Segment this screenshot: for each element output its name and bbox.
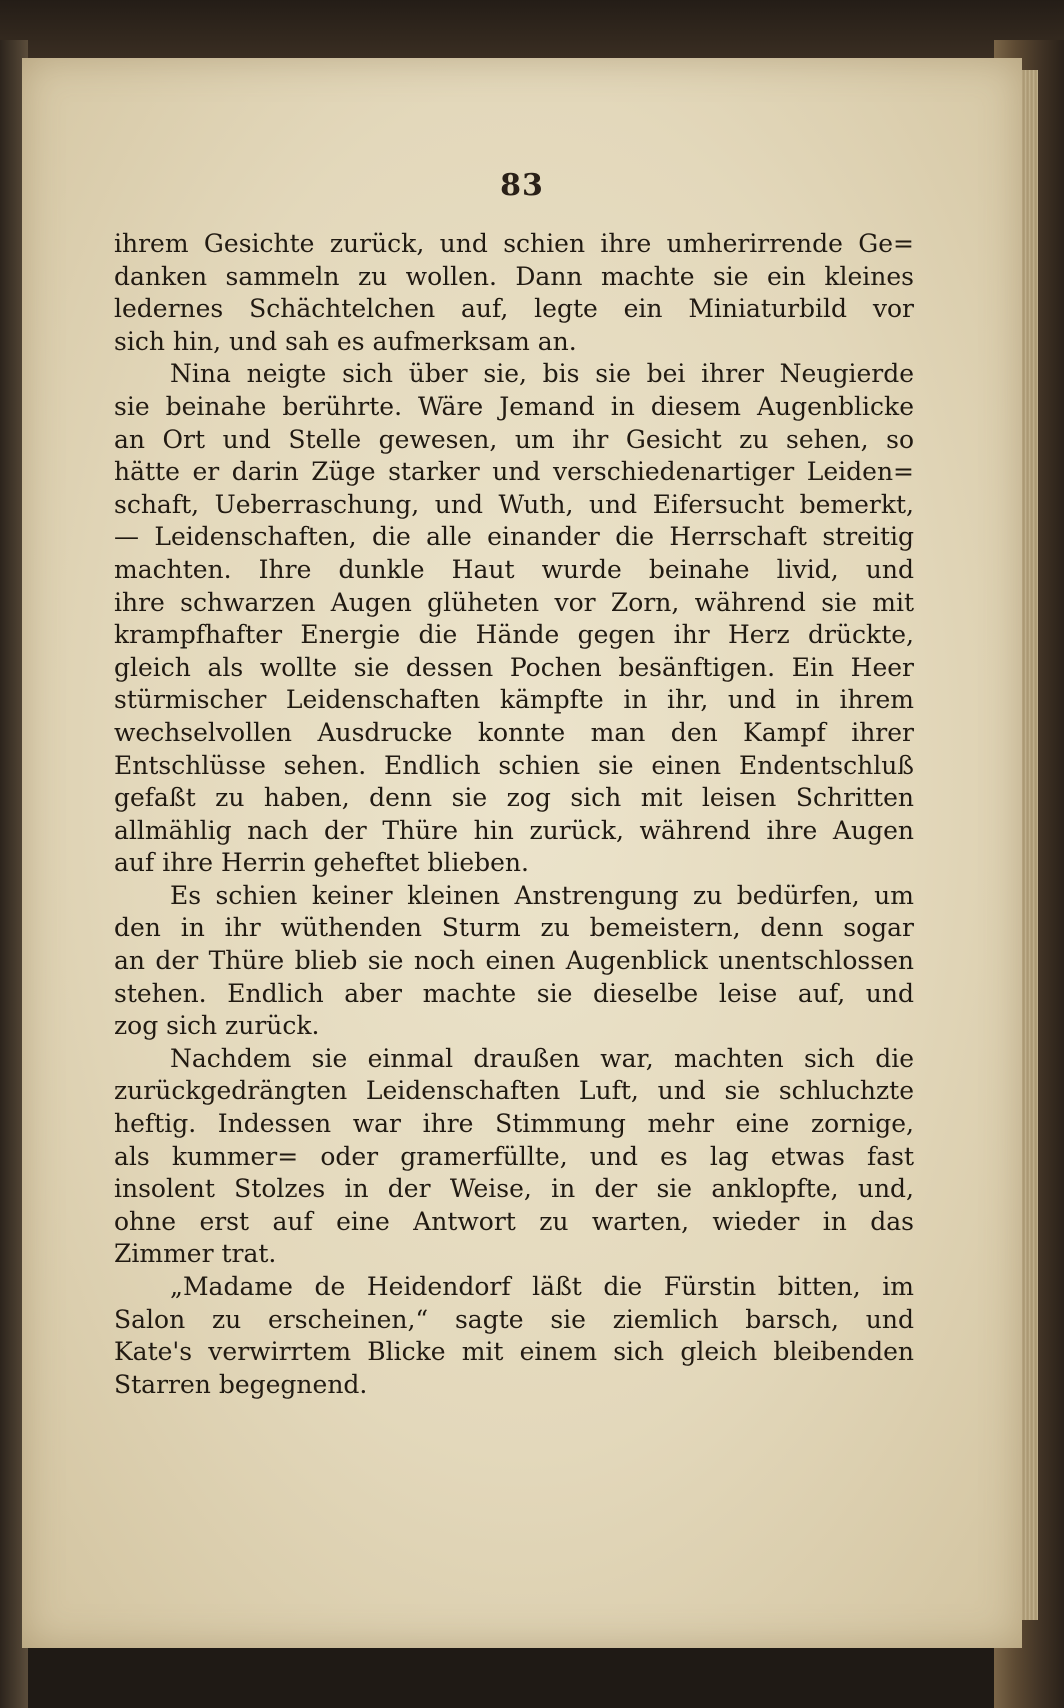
text-line: danken sammeln zu wollen. Dann machte sie ein kleines (114, 261, 914, 291)
text-line: „Madame de Heidendorf läßt die Fürstin bitten, im (170, 1272, 914, 1301)
text-line: ihrem Gesichte zurück, und schien ihre umherirrende Ge= (114, 229, 914, 258)
text-line: gleich als wollte sie dessen Pochen besänftigen. Ein Heer (114, 652, 914, 682)
text-line: — Leidenschaften, die alle einander die Herrschaft streitig (114, 522, 914, 552)
page-number: 83 (500, 168, 544, 203)
text-line: Kate's verwirrtem Blicke mit einem sich gleich bleibenden (114, 1337, 914, 1367)
text-line: allmählig nach der Thüre hin zurück, während ihre Augen (114, 815, 914, 845)
text-line: Entschlüsse sehen. Endlich schien sie einen Endentschluß (114, 750, 914, 780)
text-line: Salon zu erscheinen,“ sagte sie ziemlich barsch, und (114, 1304, 914, 1334)
text-line: sich hin, und sah es aufmerksam an. (114, 326, 577, 356)
text-line: gefaßt zu haben, denn sie zog sich mit leisen Schritten (114, 783, 914, 813)
text-line: krampfhafter Energie die Hände gegen ihr Herz drückte, (114, 620, 914, 650)
text-line: Starren begegnend. (114, 1369, 368, 1399)
text-line: heftig. Indessen war ihre Stimmung mehr eine zornige, (114, 1109, 914, 1139)
body-text (114, 228, 914, 1401)
text-line: auf ihre Herrin geheftet blieben. (114, 848, 529, 878)
text-line: Es schien keiner kleinen Anstrengung zu bedürfen, um (170, 880, 914, 910)
text-line: Nachdem sie einmal draußen war, machten sich die (170, 1043, 914, 1073)
text-line: den in ihr wüthenden Sturm zu bemeistern, denn sogar (114, 913, 914, 943)
text-line: an der Thüre blieb sie noch einen Augenblick unentschlossen (114, 946, 914, 976)
text-line: insolent Stolzes in der Weise, in der sie anklopfte, und, (114, 1174, 914, 1204)
text-line: Nina neigte sich über sie, bis sie bei ihrer Neugierde (170, 359, 914, 389)
text-line: machten. Ihre dunkle Haut wurde beinahe livid, und (114, 554, 914, 584)
text-line: stürmischer Leidenschaften kämpfte in ihr, und in ihrem (114, 685, 914, 715)
text-line: zurückgedrängten Leidenschaften Luft, und sie schluchzte (114, 1076, 914, 1106)
text-line: an Ort und Stelle gewesen, um ihr Gesicht zu sehen, so (114, 424, 914, 454)
text-line: schaft, Ueberraschung, und Wuth, und Eifersucht bemerkt, (114, 489, 914, 519)
text-line: zog sich zurück. (114, 1011, 320, 1041)
book-page (22, 58, 1022, 1648)
text-line: ihre schwarzen Augen glüheten vor Zorn, während sie mit (114, 587, 914, 617)
book-binding-top (0, 0, 1064, 60)
text-line: wechselvollen Ausdrucke konnte man den Kampf ihrer (114, 717, 914, 747)
text-line: sie beinahe berührte. Wäre Jemand in diesem Augenblicke (114, 391, 914, 421)
text-line: stehen. Endlich aber machte sie dieselbe leise auf, und (114, 978, 914, 1008)
text-line: ledernes Schächtelchen auf, legte ein Miniaturbild vor (114, 294, 914, 324)
text-line: ohne erst auf eine Antwort zu warten, wieder in das (114, 1206, 914, 1236)
text-line: Zimmer trat. (114, 1239, 277, 1269)
text-line: als kummer= oder gramerfüllte, und es lag etwas fast (114, 1141, 914, 1171)
text-line: hätte er darin Züge starker und verschiedenartiger Leiden= (114, 457, 914, 487)
